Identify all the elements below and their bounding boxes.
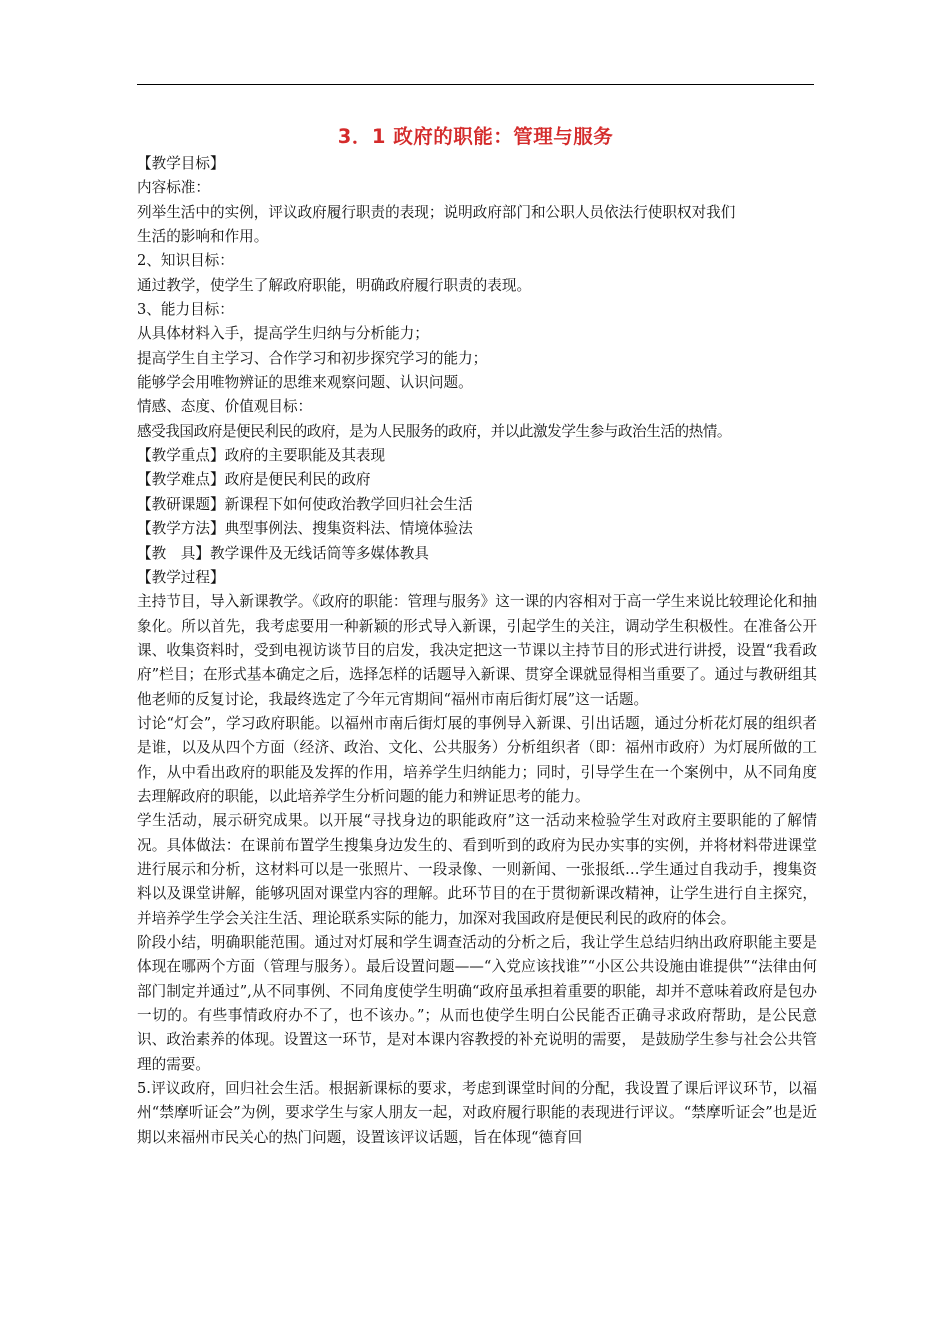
text-line: 提高学生自主学习、合作学习和初步探究学习的能力；	[137, 349, 488, 367]
text-line: 感受我国政府是便民利民的政府，是为人民服务的政府，并以此激发学生参与政治生活的热情。	[137, 422, 732, 440]
header-rule	[137, 84, 814, 85]
text-line: 从具体材料入手，提高学生归纳与分析能力；	[137, 325, 429, 343]
text-line: 2、知识目标：	[137, 252, 234, 270]
text-line: 能够学会用唯物辨证的思维来观察问题、认识问题。	[137, 374, 473, 392]
section-heading-process: 【教学过程】	[137, 568, 225, 586]
section-heading-methods: 【教学方法】典型事例法、搜集资料法、情境体验法	[137, 520, 473, 538]
paragraph: 主持节目，导入新课教学。《政府的职能：管理与服务》这一课的内容相对于高一学生来说比较理论化和抽象化。所以首先，我考虑要用一种新颖的形式导入新课，引起学生的关注，调动学生积极性。在准备公开课、收集资料时，受到电视访谈节目的启发，我决定把这一节课以主持节目的形式进行讲授，设置“我看政府”栏目；在形式基本确定之后，选择怎样的话题导入新课、贯穿全课就显得相当重要了。通过与教研组其他老师的反复讨论，我最终选定了今年元宵期间“福州市南后街灯展”这一话题。	[137, 593, 817, 708]
text-line: 情感、态度、价值观目标：	[137, 398, 313, 416]
paragraph: 讨论“灯会”，学习政府职能。以福州市南后街灯展的事例导入新课、引出话题，通过分析花灯展的组织者是谁，以及从四个方面（经济、政治、文化、公共服务）分析组织者（即：福州市政府）为灯展所做的工作，从中看出政府的职能及发挥的作用，培养学生归纳能力；同时，引导学生在一个案例中，从不同角度去理解政府的职能，以此培养学生分析问题的能力和辨证思考的能力。	[137, 714, 817, 805]
document-body	[137, 152, 817, 1150]
text-line: 生活的影响和作用。	[137, 228, 269, 246]
text-line: 内容标准：	[137, 179, 210, 197]
section-heading-key-point: 【教学重点】政府的主要职能及其表现	[137, 447, 386, 465]
paragraph: 阶段小结，明确职能范围。通过对灯展和学生调查活动的分析之后，我让学生总结归纳出政府职能主要是体现在哪两个方面（管理与服务）。最后设置问题——“入党应该找谁”“小区公共设施由谁提供”“法律由何部门制定并通过”,从不同事例、不同角度使学生明确“政府虽承担着重要的职能，却并不意味着政府是包办一切的。有些事情政府办不了，也不该办。”；从而也使学生明白公民能否正确寻求政府帮助，是公民意识、政治素养的体现。设置这一环节，是对本课内容教授的补充说明的需要， 是鼓励学生参与社会公共管理的需要。	[137, 934, 817, 1073]
section-heading-difficulty: 【教学难点】政府是便民利民的政府	[137, 471, 371, 489]
section-heading-research-topic: 【教研课题】新课程下如何使政治教学回归社会生活	[137, 495, 473, 513]
paragraph: 5.评议政府，回归社会生活。根据新课标的要求，考虑到课堂时间的分配，我设置了课后评议环节，以福州“禁摩听证会”为例，要求学生与家人朋友一起，对政府履行职能的表现进行评议。“禁摩听证会”也是近期以来福州市民关心的热门问题，设置该评议话题，旨在体现“德育回	[137, 1080, 817, 1146]
paragraph: 学生活动，展示研究成果。以开展“寻找身边的职能政府”这一活动来检验学生对政府主要职能的了解情况。具体做法：在课前布置学生搜集身边发生的、看到听到的政府为民办实事的实例，并将材料带进课堂进行展示和分析，这材料可以是一张照片、一段录像、一则新闻、一张报纸…学生通过自我动手，搜集资料以及课堂讲解，能够巩固对课堂内容的理解。此环节目的在于贯彻新课改精神，让学生进行自主探究，并培养学生学会关注生活、理论联系实际的能力，加深对我国政府是便民利民的政府的体会。	[137, 812, 817, 927]
page-title: 3．1 政府的职能：管理与服务	[337, 125, 614, 148]
section-heading-teaching-aids: 【教 具】教学课件及无线话筒等多媒体教具	[137, 544, 429, 562]
section-heading-teaching-goals: 【教学目标】	[137, 155, 225, 172]
text-line: 3、能力目标：	[137, 301, 234, 319]
text-line: 列举生活中的实例，评议政府履行职责的表现；说明政府部门和公职人员依法行使职权对我们	[137, 203, 736, 221]
text-line: 通过教学，使学生了解政府职能，明确政府履行职责的表现。	[137, 276, 532, 294]
